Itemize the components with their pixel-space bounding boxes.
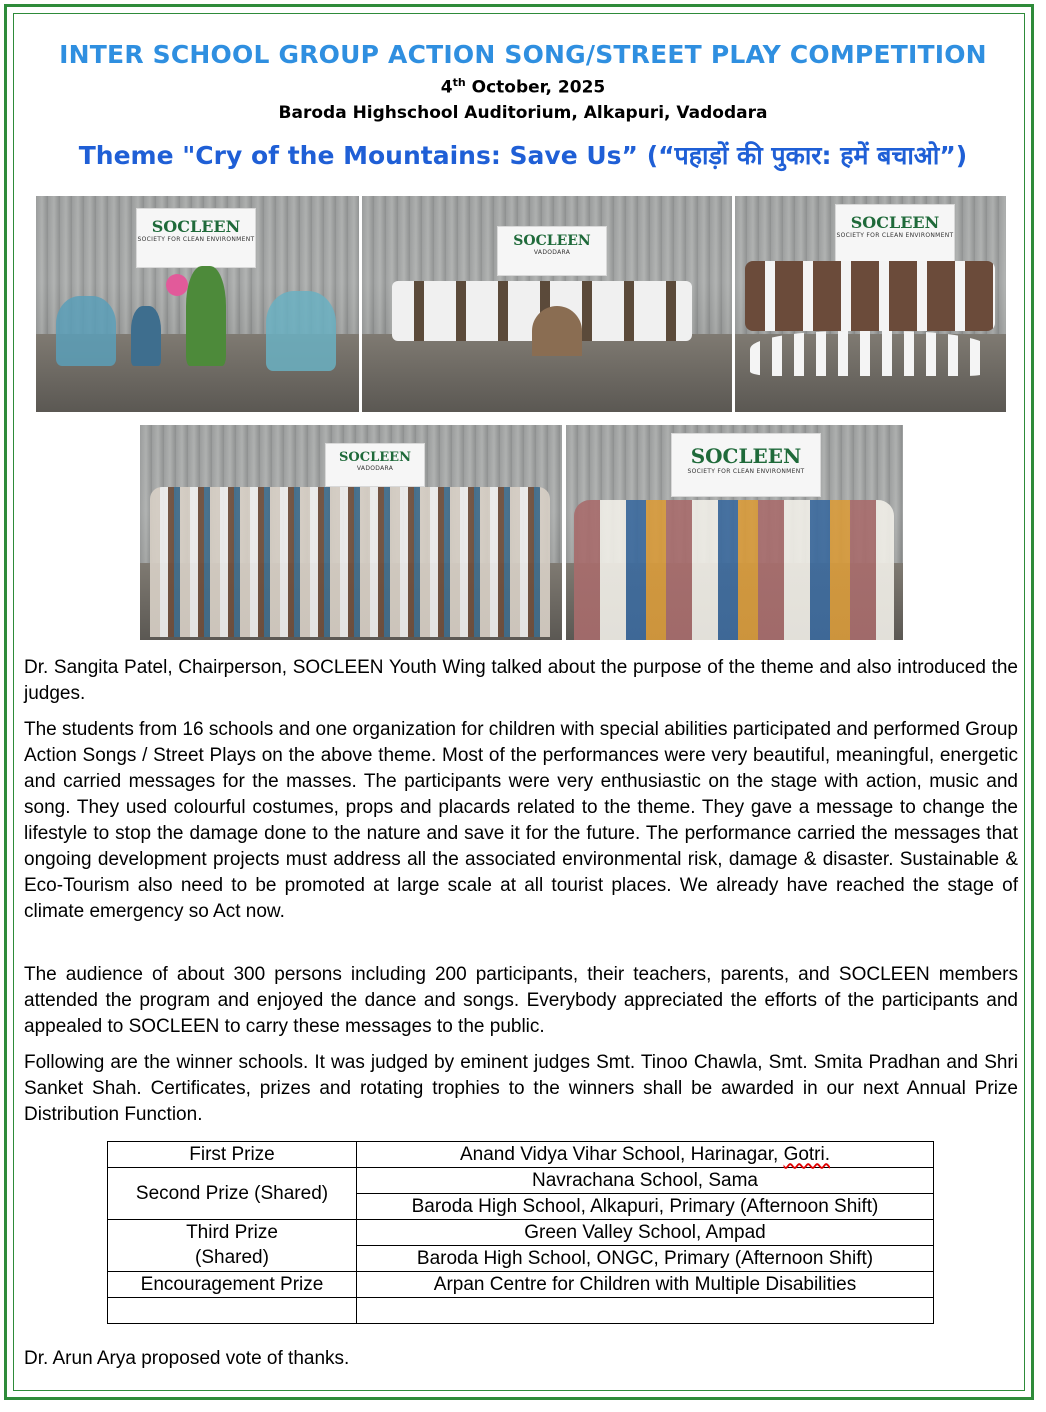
empty-cell <box>357 1298 934 1324</box>
date-rest: October, 2025 <box>465 77 606 98</box>
prize-school: Anand Vidya Vihar School, Harinagar, Gotri. <box>357 1142 934 1168</box>
prize-school: Arpan Centre for Children with Multiple Disabilities <box>357 1272 934 1298</box>
prize-school: Baroda High School, ONGC, Primary (Afternoon Shift) <box>357 1246 934 1272</box>
date-suffix: th <box>452 76 466 89</box>
prize-table <box>107 1141 934 1324</box>
prize-school: Navrachana School, Sama <box>357 1168 934 1194</box>
date-day: 4 <box>440 77 453 98</box>
socleen-banner: SOCLEEN SOCIETY FOR CLEAN ENVIRONMENT <box>671 433 821 497</box>
photo-group-participants <box>140 425 562 640</box>
table-row <box>108 1220 934 1246</box>
photo-judges-guests <box>566 425 903 640</box>
photo-dance-performance <box>36 196 359 412</box>
prize-label: Encouragement Prize <box>108 1272 357 1298</box>
prize-school: Green Valley School, Ampad <box>357 1220 934 1246</box>
event-date <box>0 76 1046 98</box>
socleen-banner: SOCLEEN VADODARA <box>497 226 607 276</box>
socleen-banner: SOCLEEN VADODARA <box>325 443 425 487</box>
table-row <box>108 1246 934 1272</box>
prize-label: Second Prize (Shared) <box>108 1168 357 1220</box>
photo-mountain-costumes <box>735 196 1006 412</box>
table-row <box>108 1142 934 1168</box>
event-theme: Theme "Cry of the Mountains: Save Us” (“पहाड़ों की पुकार: हमें बचाओ”) <box>78 141 968 170</box>
prize-label: (Shared) <box>108 1246 357 1272</box>
prize-label: Third Prize <box>108 1220 357 1246</box>
paragraph-audience: The audience of about 300 persons including 200 participants, their teachers, parents, and SOCLEEN members attended the program and enjoyed the dance and songs. Everybody appreciated the efforts of the participants and appealed to SOCLEEN to carry these messages to the public. <box>24 964 1018 1037</box>
photo-street-play <box>362 196 732 412</box>
table-row <box>108 1168 934 1194</box>
event-venue: Baroda Highschool Auditorium, Alkapuri, Vadodara <box>278 103 768 123</box>
paragraph-winners-intro: Following are the winner schools. It was judged by eminent judges Smt. Tinoo Chawla, Smt. Smita Pradhan and Shri Sanket Shah. Certificates, prizes and rotating trophies to the winners shall be awarded in our next Annual Prize Distribution Function. <box>24 1052 1018 1125</box>
socleen-banner: SOCLEEN SOCIETY FOR CLEAN ENVIRONMENT <box>136 208 256 268</box>
prize-school: Baroda High School, Alkapuri, Primary (Afternoon Shift) <box>357 1194 934 1220</box>
paragraph-participation: The students from 16 schools and one organization for children with special abilities participated and performed Group Action Songs / Street Plays on the above theme. Most of the performances were very beautiful, meaningful, energetic and carried messages for the masses. The participants were very enthusiastic on the stage with action, music and song. They used colourful costumes, props and placards related to the theme. They gave a message to change the lifestyle to stop the damage done to the nature and save it for the future. The performance carried the messages that ongoing development projects must address all the associated environmental risk, damage & disaster. Sustainable & Eco-Tourism also need to be promoted at large scale at all tourist places. We already have reached the stage of climate emergency so Act now. <box>24 719 1018 922</box>
table-row <box>108 1272 934 1298</box>
closing-note: Dr. Arun Arya proposed vote of thanks. <box>24 1348 350 1369</box>
page-title: INTER SCHOOL GROUP ACTION SONG/STREET PLAY COMPETITION <box>59 40 987 69</box>
paragraph-intro: Dr. Sangita Patel, Chairperson, SOCLEEN Youth Wing talked about the purpose of the theme and also introduced the judges. <box>24 657 1018 704</box>
prize-label: First Prize <box>108 1142 357 1168</box>
table-row-empty <box>108 1298 934 1324</box>
empty-cell <box>108 1298 357 1324</box>
socleen-banner: SOCLEEN SOCIETY FOR CLEAN ENVIRONMENT <box>835 204 955 264</box>
